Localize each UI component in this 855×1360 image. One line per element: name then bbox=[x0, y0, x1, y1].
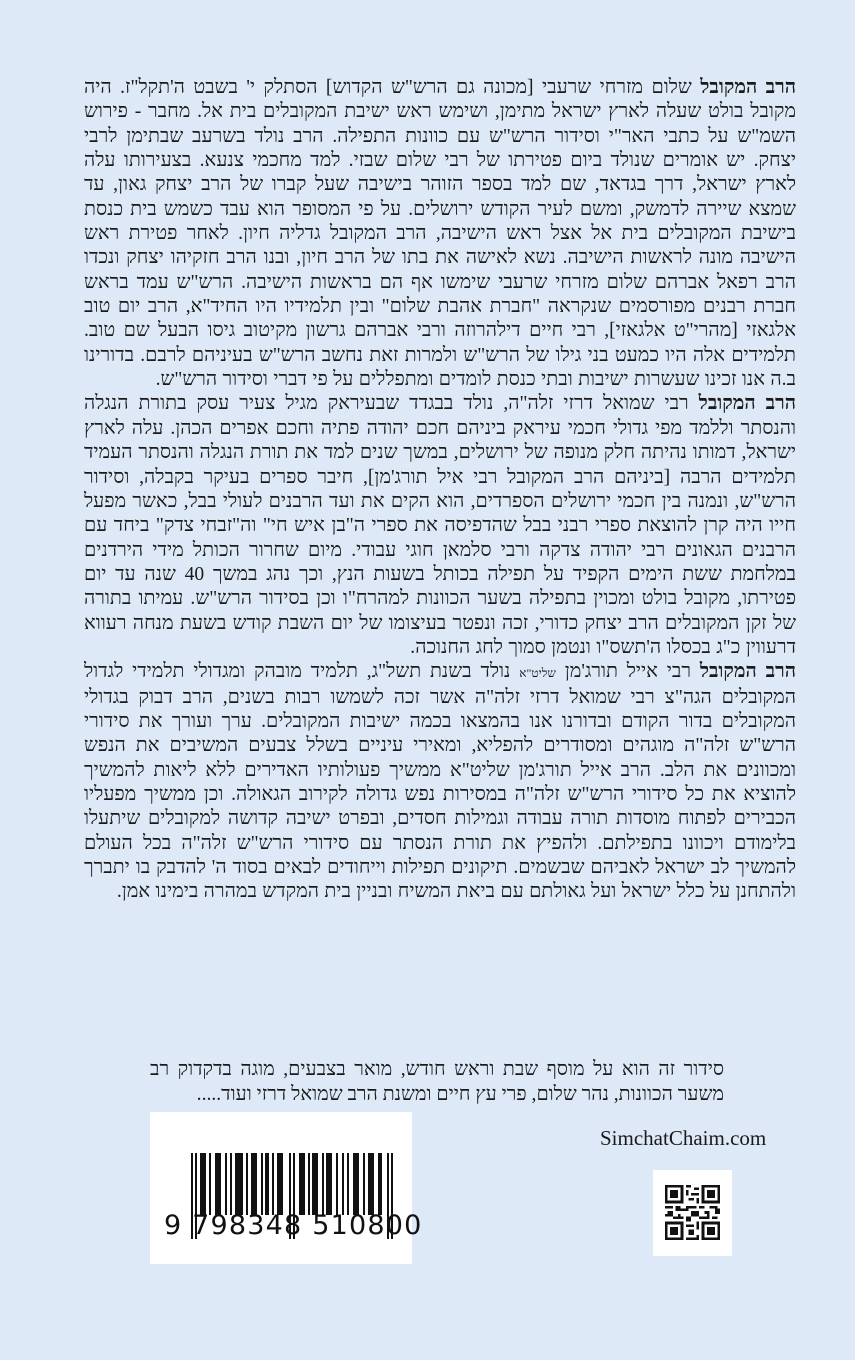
paragraph-body: שלום מזרחי שרעבי [מכונה גם הרש"ש הקדוש] הסתלק י' בשבט ה'תקל"ז. היה מקובל בולט שעלה לארץ ישראל מתימן, ושימש ראש ישיבת המקובלים בית אל. מחבר - פירוש השמ"ש על כתבי האר"י וסידור הרש"ש עם כוונות התפילה. הרב נולד בשרעב שבתימן לרבי יצחק. יש אומרים שנולד ביום פטירתו של רבי שלום שבזי. למד מחכמי צנעא. בצעירותו עלה לארץ ישראל, דרך בגדאד, שם למד בספר הזוהר בישיבה שעל קברו של הרב יצחק גאון, עד שמצא שיירה לדמשק, ומשם לעיר הקודש ירושלים. על פי המסופר הוא עבד כשמש בית כנסת בישיבת המקובלים בית אל אצל ראש הישיבה, הרב המקובל גדליה חיון. לאחר פטירת ראש הישיבה מונה לראשות הישיבה. נשא לאישה את בתו של הרב חיון, ובנו הרב חזקיהו יצחק ונכדו הרב רפאל אברהם שלום מזרחי שרעבי שימשו אף הם בראשות הישיבה. הרש"ש עמד בראש חברת רבנים מפורסמים שנקראה "חברת אהבת שלום" ובין תלמידיו היו החיד"א, הרב יום טוב אלגאזי [מהרי"ט אלגאזי], רבי חיים דילהרוזה ורבי אברהם גרשון מקיטוב גיסו הבעל שם טוב. תלמידים אלה היו כמעט בני גילו של הרש"ש ולמרות זאת נחשב הרש"ש בעיניהם לרבם. בדורינו ב.ה אנו זכינו שעשרות ישיבות ובתי כנסת לומדים ומתפללים על פי דברי וסידור הרש"ש. bbox=[84, 77, 796, 391]
paragraph-body: נולד בשנת תשל"ג, תלמיד מובהק ומגדולי תלמידי לגדול המקובלים הגה"צ רבי שמואל דרזי זלה"ה אשר זכה לשמשו רבות בשנים, הרב דבוק בגדולי המקובלים בדור הקודם ובדורנו אנו בהמצאו בכמה ישיבות המקובלים. ערך ועורך את סידורי הרש"ש זלה"ה מוגהים ומסודרים להפליא, ומאירי עיניים בשלל צבעים המשיבים את הנפש ומכוונים את הלב. הרב אייל תורג'מן שליט"א ממשיך פעולותיו האדירים ללא ליאות להמשיך להוציא את כל סידורי הרש"ש זלה"ה במסירות נפש גדולה לקירוב הגאולה. וכן ממשיך מפעליו הכבירים לפתוח מוסדות תורה עבודה וגמילות חסדים, ובפרט ישיבה קדושה למקובלים שיתעלו בלימודם ויכוונו בתפילתם. ולהפיץ את תורת הנסתר עם סידורי הרש"ש זלה"ה בכל העולם להמשיך לב ישראל לאביהם שבשמים. תיקונים תפילות וייחודים לבאים בסוד ה' להדבק בו יתברך ולהתחנן על כלל ישראל ועל גאולתם עם ביאת המשיח ובניין בית המקדש במהרה בימינו אמן. bbox=[84, 661, 796, 903]
qr-code[interactable] bbox=[653, 1170, 732, 1256]
paragraph-title: הרב המקובל bbox=[700, 77, 796, 98]
bio-paragraph-rashash bbox=[84, 76, 796, 392]
isbn-barcode bbox=[150, 1112, 423, 1264]
website-link[interactable]: SimchatChaim.com bbox=[600, 1126, 767, 1150]
qr-code-icon bbox=[665, 1185, 720, 1240]
paragraph-body: רבי שמואל דרזי זלה"ה, נולד בבגדד שבעיראק מגיל צעיר עסק בתורת הנגלה והנסתר וללמד מפי גדולי חכמי עיראק ביניהם חכם יהודה פתיה וחכם אפרים הכהן. עלה לארץ ישראל, דמותו נהיתה חלק מנופה של ירושלים, במשך שנים למד את תורת הנגלה והנסתר העמיד תלמידים הרבה [ביניהם הרב המקובל רבי איל תורג'מן], חיבר ספרים בעיקר בקבלה, וסידור הרש"ש, ונמנה בין חכמי ירושלים הספרדים, הוא הקים את ועד הרבנים לעולי בבל, כאשר מפעל חייו היה קרן להוצאת ספרי רבני בבל שהדפיסה את ספרי ה"בן איש חי" וה"זבחי צדק" ביחד עם הרבנים הגאונים רבי יהודה צדקה ורבי סלמאן חוגי עבודי. מיום שחרור הכותל מידי הירדנים במלחמת ששת הימים הקפיד על תפילה בכותל בשעות הנץ, וכך נהג במשך 40 שנה עד יום פטירתו, מקובל בולט ומכוין בתפילה בשער הכוונות למהרח"ו וכן בסידור הרש"ש. עמיתו בתורה של זקן המקובלים הרב יצחק כדורי, זכה ונפטר בעיצומו של יום השבת קודש בשעת מנחה רעווא דרעווין כ"ג בכסלו ה'תשס"ו ונטמן סמוך לחג החנוכה. bbox=[84, 393, 796, 658]
bio-paragraph-turgeman bbox=[84, 660, 796, 904]
paragraph-title: הרב המקובל bbox=[699, 661, 796, 683]
bio-paragraph-darzi bbox=[84, 392, 796, 660]
back-cover-text bbox=[84, 76, 796, 905]
closing-paragraph: סידור זה הוא על מוסף שבת וראש חודש, מואר בצבעים, מוגה בדקדוק רב משער הכוונות, נהר שלום, פרי עץ חיים ומשנת הרב שמואל דרזי ועוד..... bbox=[150, 1058, 724, 1105]
isbn-number: 9 798348 510800 bbox=[164, 1210, 423, 1241]
honorific-small: שליט"א bbox=[519, 666, 556, 681]
paragraph-name: רבי אייל תורג'מן bbox=[555, 661, 700, 683]
paragraph-title: הרב המקובל bbox=[698, 393, 796, 415]
